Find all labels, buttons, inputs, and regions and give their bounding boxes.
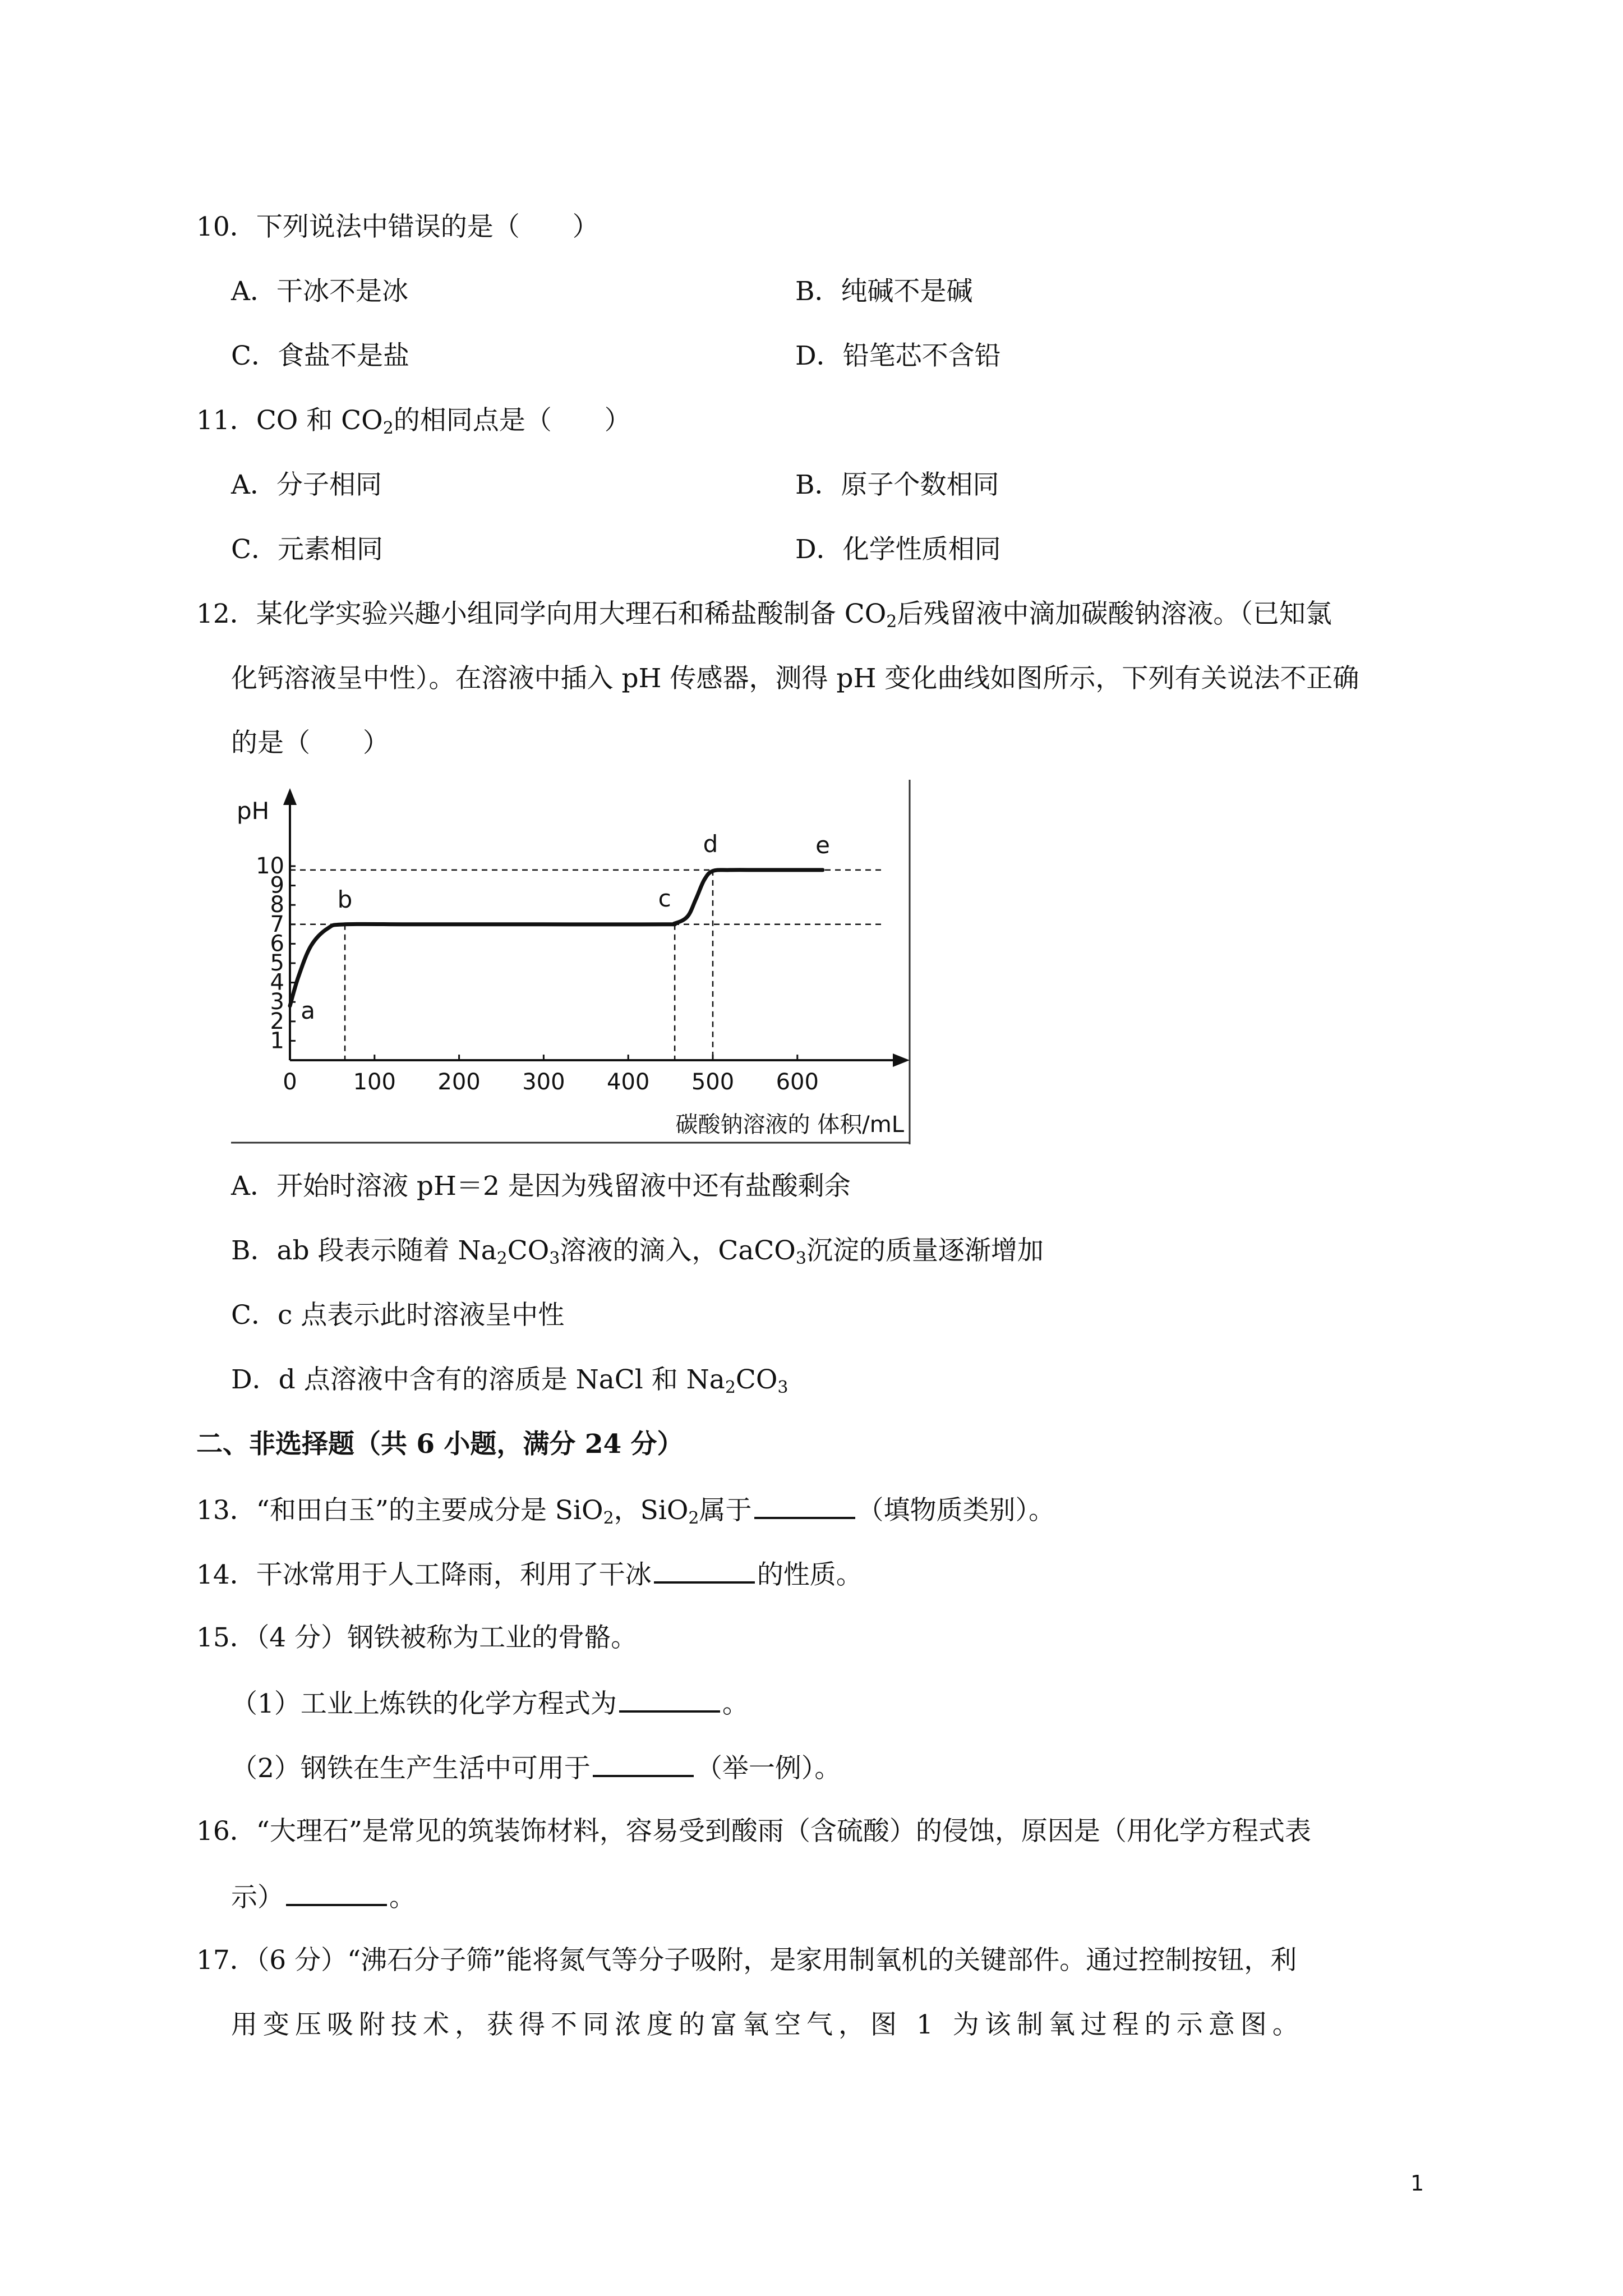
question-14: 14．干冰常用于人工降雨，利用了干冰 的性质。: [196, 1557, 863, 1592]
question-16: 16．“大理石”是常见的筑装饰材料，容易受到酸雨（含硫酸）的侵蚀，原因是（用化学方程式表: [196, 1816, 1311, 1847]
q12-option-d: D．d 点溶液中含有的溶质是 NaCl 和 $Na_2CO_3$: [231, 1364, 789, 1397]
y-tick-label: 10: [256, 853, 284, 879]
y-tick-label: 9: [270, 872, 284, 899]
ph-curve: [290, 870, 823, 1006]
point-label-d: d: [703, 830, 718, 858]
question-15-part2: （2）钢铁在生产生活中可用于 （举一例）。: [231, 1750, 841, 1786]
question-number: 12．: [196, 599, 256, 629]
y-tick-label: 2: [270, 1008, 284, 1034]
question-12-line3: 的是（ ）: [231, 728, 389, 758]
ph-chart: [231, 780, 911, 1144]
question-text: 下列说法中错误的是（ ）: [256, 211, 599, 242]
option-d: D．化学性质相同: [795, 534, 1001, 565]
y-tick-label: 7: [270, 911, 284, 937]
option-a: A．分子相同: [231, 470, 382, 500]
answer-blank[interactable]: [754, 1492, 855, 1519]
section-title: 二、非选择题（共 6 小题，满分 24 分）: [196, 1429, 684, 1460]
question-12-line2: 化钙溶液呈中性）。在溶液中插入 pH 传感器，测得 pH 变化曲线如图所示，下列有关说法不正确: [231, 663, 1359, 694]
question-17-line2: 用变压吸附技术，获得不同浓度的富氧空气，图 1 为该制氧过程的示意图。: [231, 2009, 1304, 2040]
y-tick-label: 6: [270, 931, 284, 957]
x-tick-label: 400: [607, 1069, 650, 1095]
point-label-e: e: [815, 831, 830, 859]
x-tick-label: 0: [283, 1069, 297, 1095]
question-16-line2: 示） 。: [231, 1879, 416, 1915]
question-15: 15．（4 分）钢铁被称为工业的骨骼。: [196, 1622, 638, 1653]
x-tick-label: 100: [353, 1069, 396, 1095]
question-17: 17．（6 分）“沸石分子筛”能将氮气等分子吸附，是家用制氧机的关键部件。通过控制按钮，利: [196, 1945, 1297, 1976]
x-tick-label: 500: [691, 1069, 735, 1095]
question-12: 12．某化学实验兴趣小组同学向用大理石和稀盐酸制备 $CO_2$后残留液中滴加碳酸钠溶液。（已知氯: [196, 599, 1332, 632]
ph-chart-svg: [231, 780, 911, 1144]
question-13: 13．“和田白玉”的主要成分是 SiO$_2$，SiO$_2$属于 （填物质类别）。: [196, 1492, 1055, 1535]
question-number: 11．: [196, 405, 256, 436]
x-tick-label: 200: [437, 1069, 481, 1095]
answer-blank[interactable]: [593, 1750, 694, 1777]
answer-blank[interactable]: [654, 1557, 755, 1584]
option-b: B．原子个数相同: [795, 470, 999, 500]
option-b: B．纯碱不是碱: [795, 276, 973, 307]
answer-blank[interactable]: [286, 1879, 387, 1906]
option-a: A．干冰不是冰: [231, 276, 408, 307]
question-11: 11．CO 和 $CO_2$的相同点是（ ）: [196, 405, 631, 438]
option-d: D．铅笔芯不含铅: [795, 341, 1001, 371]
option-c: C．食盐不是盐: [231, 341, 409, 371]
y-tick-label: 1: [270, 1028, 284, 1054]
q12-option-b: B．ab 段表示随着 $Na_2CO_3$溶液的滴入，CaCO$_3$沉淀的质量逐渐增加: [231, 1235, 1044, 1268]
point-label-c: c: [658, 884, 671, 912]
y-axis-arrow: [283, 788, 297, 805]
point-label-a: a: [301, 997, 315, 1025]
y-tick-label: 8: [270, 892, 284, 918]
question-number: 10．: [196, 211, 256, 242]
answer-blank[interactable]: [619, 1686, 720, 1713]
y-tick-label: 4: [270, 969, 284, 996]
option-c: C．元素相同: [231, 534, 383, 565]
x-axis-label: 碳酸钠溶液的 体积/mL: [675, 1112, 904, 1138]
point-label-b: b: [337, 885, 353, 913]
question-15-part1: （1）工业上炼铁的化学方程式为 。: [231, 1686, 749, 1721]
y-tick-label: 5: [270, 950, 284, 976]
x-tick-label: 600: [776, 1069, 819, 1095]
x-axis-arrow: [893, 1053, 910, 1067]
page-number: 1: [1410, 2171, 1424, 2196]
x-tick-label: 300: [522, 1069, 565, 1095]
y-tick-label: 3: [270, 989, 284, 1015]
y-axis-label: pH: [237, 797, 270, 825]
question-10: [196, 210, 599, 244]
q12-option-a: A．开始时溶液 pH＝2 是因为残留液中还有盐酸剩余: [231, 1171, 851, 1202]
q12-option-c: C．c 点表示此时溶液呈中性: [231, 1300, 565, 1331]
